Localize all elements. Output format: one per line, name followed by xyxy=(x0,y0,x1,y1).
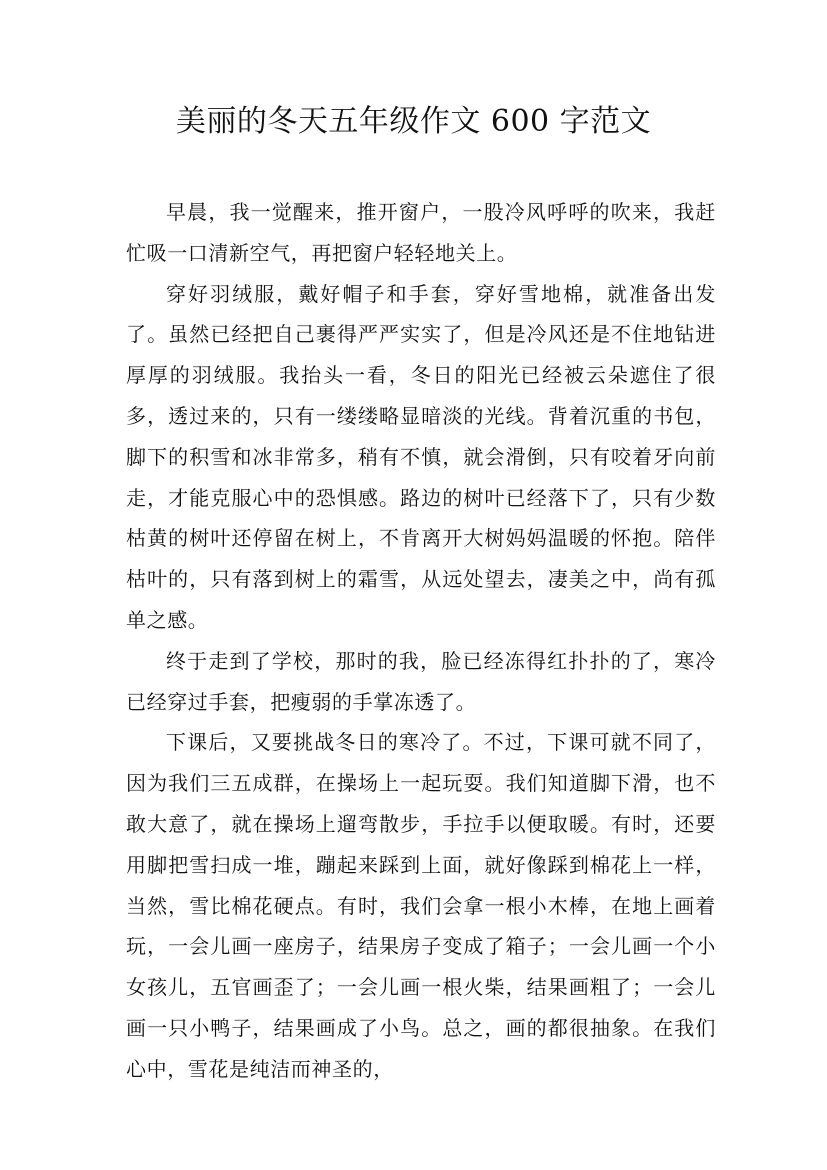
paragraph-1: 早晨，我一觉醒来，推开窗户，一股冷风呼呼的吹来，我赶忙吸一口清新空气，再把窗户轻轻地关上。 xyxy=(126,200,716,265)
paragraph-4: 下课后，又要挑战冬日的寒冷了。不过，下课可就不同了，因为我们三五成群，在操场上一起玩耍。我们知道脚下滑，也不敢大意了，就在操场上遛弯散步，手拉手以便取暖。有时，还要用脚把雪扫成一堆，蹦起来踩到上面，就好像踩到棉花上一样，当然，雪比棉花硬点。有时，我们会拿一根小木棒，在地上画着玩，一会儿画一座房子，结果房子变成了箱子；一会儿画一个小女孩儿，五官画歪了；一会儿画一根火柴，结果画粗了；一会儿画一只小鸭子，结果画成了小鸟。总之，画的都很抽象。在我们心中，雪花是纯洁而神圣的， xyxy=(126,730,716,1081)
essay-body xyxy=(126,192,716,1090)
paragraph-2: 穿好羽绒服，戴好帽子和手套，穿好雪地棉，就准备出发了。虽然已经把自己裹得严严实实了，但是冷风还是不住地钻进厚厚的羽绒服。我抬头一看，冬日的阳光已经被云朵遮住了很多，透过来的，只有一缕缕略显暗淡的光线。背着沉重的书包，脚下的积雪和冰非常多，稍有不慎，就会滑倒，只有咬着牙向前走，才能克服心中的恐惧感。路边的树叶已经落下了，只有少数枯黄的树叶还停留在树上，不肯离开大树妈妈温暖的怀抱。陪伴枯叶的，只有落到树上的霜雪，从远处望去，凄美之中，尚有孤单之感。 xyxy=(126,281,716,632)
paragraph-3: 终于走到了学校，那时的我，脸已经冻得红扑扑的了，寒冷已经穿过手套，把瘦弱的手掌冻透了。 xyxy=(126,648,716,714)
page-title: 美丽的冬天五年级作文 600 字范文 xyxy=(175,104,652,139)
